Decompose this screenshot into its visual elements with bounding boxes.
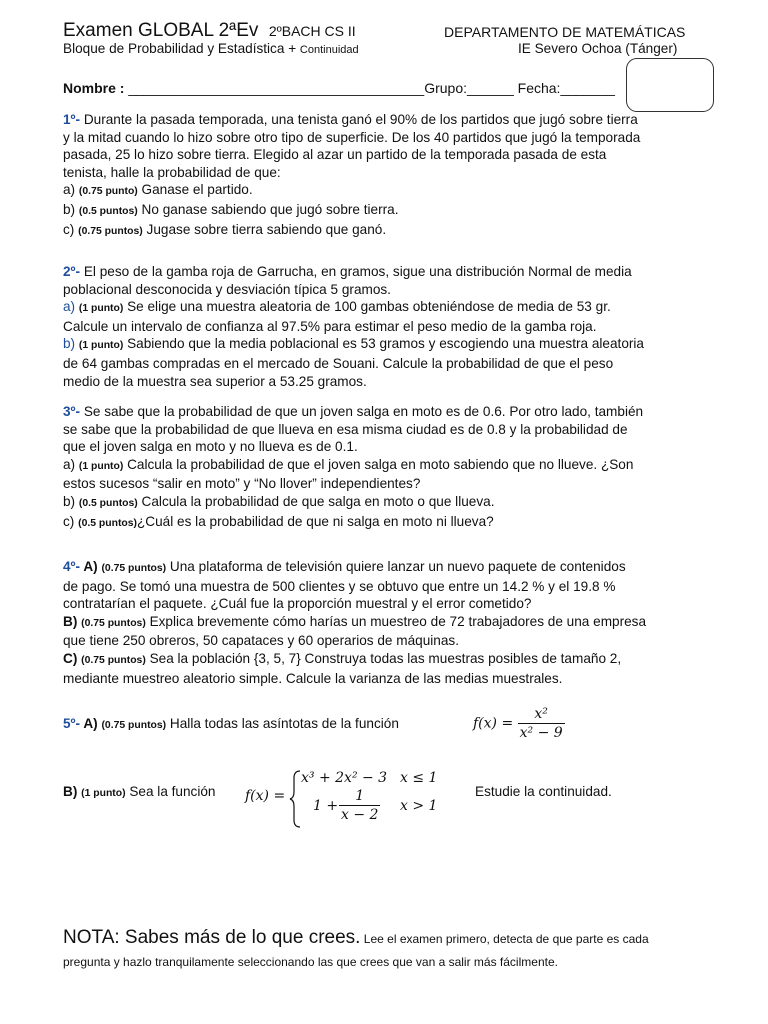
- department-label: DEPARTAMENTO DE MATEMÁTICAS: [444, 24, 686, 40]
- exam-title: Examen GLOBAL 2ªEv 2ºBACH CS II: [63, 20, 356, 41]
- question-number: 4º-: [63, 559, 81, 574]
- question-4-b: B) (0.75 puntos) Explica brevemente cómo harías un muestreo de 72 trabajadores de una empresa: [63, 613, 647, 629]
- block-label: Bloque de Probabilidad y Estadística + Continuidad: [63, 41, 359, 56]
- question-4: 4º- A) (0.75 puntos) Una plataforma de televisión quiere lanzar un nuevo paquete de contenidos de pago. Se tomó una muestra de 500 clientes y se obtuvo que entre un 14.2 % y el 19.8 % contratarían el paquete. ¿Cuál fue la proporción muestral y el error cometido? B) (0.75 puntos) Explica brevemente cómo harías un muestreo de 72 trabajadores de una empresa que tiene 250 obreros, 50 capataces y 60 operarios de máquinas. C) (0.75 puntos) Sea la población {3, 5, 7} Construya todas las muestras posibles de tamaño 2, mediante muestreo aleatorio simple. Calcule la varianza de las medias muestrales.: [63, 558, 703, 687]
- question-number: 2º-: [63, 264, 81, 279]
- nombre-label: Nombre :: [63, 80, 125, 96]
- course-label: 2ºBACH CS II: [268, 23, 356, 39]
- question-number: 5º-: [63, 716, 81, 731]
- question-1-c: c) (0.75 puntos) Jugase sobre tierra sabiendo que ganó.: [63, 221, 387, 237]
- continuity-task: Estudie la continuidad.: [475, 784, 612, 799]
- question-3-a: a) (1 punto) Calcula la probabilidad de que el joven salga en moto sabiendo que no llueve. ¿Son: [63, 456, 634, 472]
- question-4-c: C) (0.75 puntos) Sea la población {3, 5, 7} Construya todas las muestras posibles de tamaño 2,: [63, 650, 622, 666]
- question-2: 2º- El peso de la gamba roja de Garrucha, en gramos, sigue una distribución Normal de media poblacional desconocida y desviación típica 5 gramos. a) (1 punto) Se elige una muestra aleatoria de 100 gambas obteniéndose de media de 53 gr. Calcule un intervalo de confianza al 97.5% para estimar el peso medio de la gamba roja. b) (1 punto) Sabiendo que la media poblacional es 53 gramos y escogiendo una muestra aleatoria de 64 gambas compradas en el mercado de Souani. Calcule la probabilidad de que el peso medio de la muestra sea superior a 53.25 gramos.: [63, 263, 703, 390]
- note-line-1: NOTA: Sabes más de lo que crees. Lee el examen primero, detecta de que parte es cada: [63, 927, 649, 948]
- exam-page: Examen GLOBAL 2ªEv 2ºBACH CS II DEPARTAMENTO DE MATEMÁTICAS Bloque de Probabilidad y Estadística + Continuidad IE Severo Ochoa (Tánger) Nombre : ______________________________________Grupo:______ Fecha:_______ 1º- Durante la pasada temporada, una tenista ganó el 90% de los partidos que jugó sobre tierra y la mitad cuando lo hizo sobre otro tipo de superficie. De los 40 partidos que jugó la temporada pasada, 25 lo hizo sobre tierra. Elegido al azar un partido de la temporada pasada de esta tenista, halle la probabilidad de que: a) (0.75 punto) Ganase el partido. b) (0.5 puntos) No ganase sabiendo que jugó sobre tierra. c) (0.75 puntos) Jugase sobre tierra sabiendo que ganó. 2º- El peso de la gamba roja de Garrucha, en gramos, sigue una distribución Normal de media poblacional desconocida y desviación típica 5 gramos. a) (1 punto) Se elige una muestra aleatoria de 100 gambas obteniéndose de media de 53 gr. Calcule un intervalo de confianza al 97.5% para estimar el peso medio de la gamba roja. b) (1 punto) Sabiendo que la media poblacional es 53 gramos y escogiendo una muestra aleatoria de 64 gambas compradas en el mercado de Souani. Calcule la probabilidad de que el peso medio de la muestra sea superior a 53.25 gramos. 3º- Se sabe que la probabilidad de que un joven salga en moto es de 0.6. Por otro lado, también se sabe que la probabilidad de que llueva en esa misma ciudad es de 0.8 y la probabilidad de que el joven salga en moto y no llueva es de 0.1. a) (1 punto) Calcula la probabilidad de que el joven salga en moto sabiendo que no llueve. ¿Son estos sucesos “salir en moto” y “No llover” independientes? b) (0.5 puntos) Calcula la probabilidad de que salga en moto o que llueva. c) (0.5 puntos)¿Cuál es la probabilidad de que ni salga en moto ni llueva? 4º- A) (0.75 puntos) Una plataforma de televisión quiere lanzar un nuevo paquete de contenidos de pago. Se tomó una muestra de 500 clientes y se obtuvo que entre un 14.2 % y el 19.8 % contratarían el paquete. ¿Cuál fue la proporción muestral y el error cometido? B) (0.75 puntos) Explica brevemente cómo harías un muestreo de 72 trabajadores de una empresa que tiene 250 obreros, 50 capataces y 60 operarios de máquinas. C) (0.75 puntos) Sea la población {3, 5, 7} Construya todas las muestras posibles de tamaño 2, mediante muestreo aleatorio simple. Calcule la varianza de las medias muestrales. 5º- A) (0.75 puntos) Halla todas las asíntotas de la función f(x) = $\frac{\text{x²}}{\text{x² − 9}}$ B) (1 punto) Sea la función f(x) = x³ + 2x² − 3 x ≤ 1 1 + $\frac{1}{x - 2}$ x > 1 Estudie la continuidad. NOTA: Sabes más de lo que crees. Lee el examen primero, detecta de que parte es cada pregunta y hazlo tranquilamente seleccionando las que crees que van a salir más fácilmente.: [0, 0, 768, 1024]
- question-3-b: b) (0.5 puntos) Calcula la probabilidad de que salga en moto o que llueva.: [63, 493, 495, 509]
- question-5-a: 5º- A) (0.75 puntos) Halla todas las asíntotas de la función: [63, 716, 399, 731]
- question-number: 3º-: [63, 404, 81, 419]
- question-1: 1º- Durante la pasada temporada, una tenista ganó el 90% de los partidos que jugó sobre tierra y la mitad cuando lo hizo sobre otro tipo de superficie. De los 40 partidos que jugó la temporada pasada, 25 lo hizo sobre tierra. Elegido al azar un partido de la temporada pasada de esta tenista, halle la probabilidad de que: a) (0.75 punto) Ganase el partido. b) (0.5 puntos) No ganase sabiendo que jugó sobre tierra. c) (0.75 puntos) Jugase sobre tierra sabiendo que ganó.: [63, 111, 703, 240]
- fecha-label: Fecha:: [517, 80, 561, 96]
- question-3: 3º- Se sabe que la probabilidad de que un joven salga en moto es de 0.6. Por otro lado, también se sabe que la probabilidad de que llueva en esa misma ciudad es de 0.8 y la probabilidad de que el joven salga en moto y no llueva es de 0.1. a) (1 punto) Calcula la probabilidad de que el joven salga en moto sabiendo que no llueve. ¿Son estos sucesos “salir en moto” y “No llover” independientes? b) (0.5 puntos) Calcula la probabilidad de que salga en moto o que llueva. c) (0.5 puntos)¿Cuál es la probabilidad de que ni salga en moto ni llueva?: [63, 403, 703, 532]
- question-2-b: b) (1 punto) Sabiendo que la media poblacional es 53 gramos y escogiendo una muestra aleatoria: [63, 336, 644, 352]
- nombre-field[interactable]: ______________________________________: [128, 80, 425, 96]
- student-info-line: [63, 80, 615, 96]
- note-line-2: pregunta y hazlo tranquilamente seleccionando las que crees que van a salir más fácilmente.: [63, 955, 558, 969]
- grupo-label: Grupo:: [424, 80, 468, 96]
- question-number: 1º-: [63, 112, 81, 127]
- question-4-a: 4º- A) (0.75 puntos) Una plataforma de televisión quiere lanzar un nuevo paquete de contenidos: [63, 559, 626, 574]
- grupo-field[interactable]: ______: [467, 80, 514, 96]
- grade-box[interactable]: [626, 58, 714, 112]
- function-a-formula: f(x) = $\frac{\text{x²}}{\text{x² − 9}}$: [473, 706, 563, 741]
- question-1-a: a) (0.75 punto) Ganase el partido.: [63, 182, 253, 198]
- fecha-field[interactable]: _______: [560, 80, 615, 96]
- question-5-b: B) (1 punto) Sea la función: [63, 784, 216, 799]
- question-3-c: c) (0.5 puntos)¿Cuál es la probabilidad de que ni salga en moto ni llueva?: [63, 513, 494, 529]
- question-1-b: b) (0.5 puntos) No ganase sabiendo que jugó sobre tierra.: [63, 201, 399, 217]
- school-label: IE Severo Ochoa (Tánger): [518, 41, 678, 56]
- note-heading: NOTA: Sabes más de lo que crees.: [63, 927, 361, 948]
- question-2-a: a) (1 punto) Se elige una muestra aleatoria de 100 gambas obteniéndose de media de 53 gr.: [63, 299, 611, 315]
